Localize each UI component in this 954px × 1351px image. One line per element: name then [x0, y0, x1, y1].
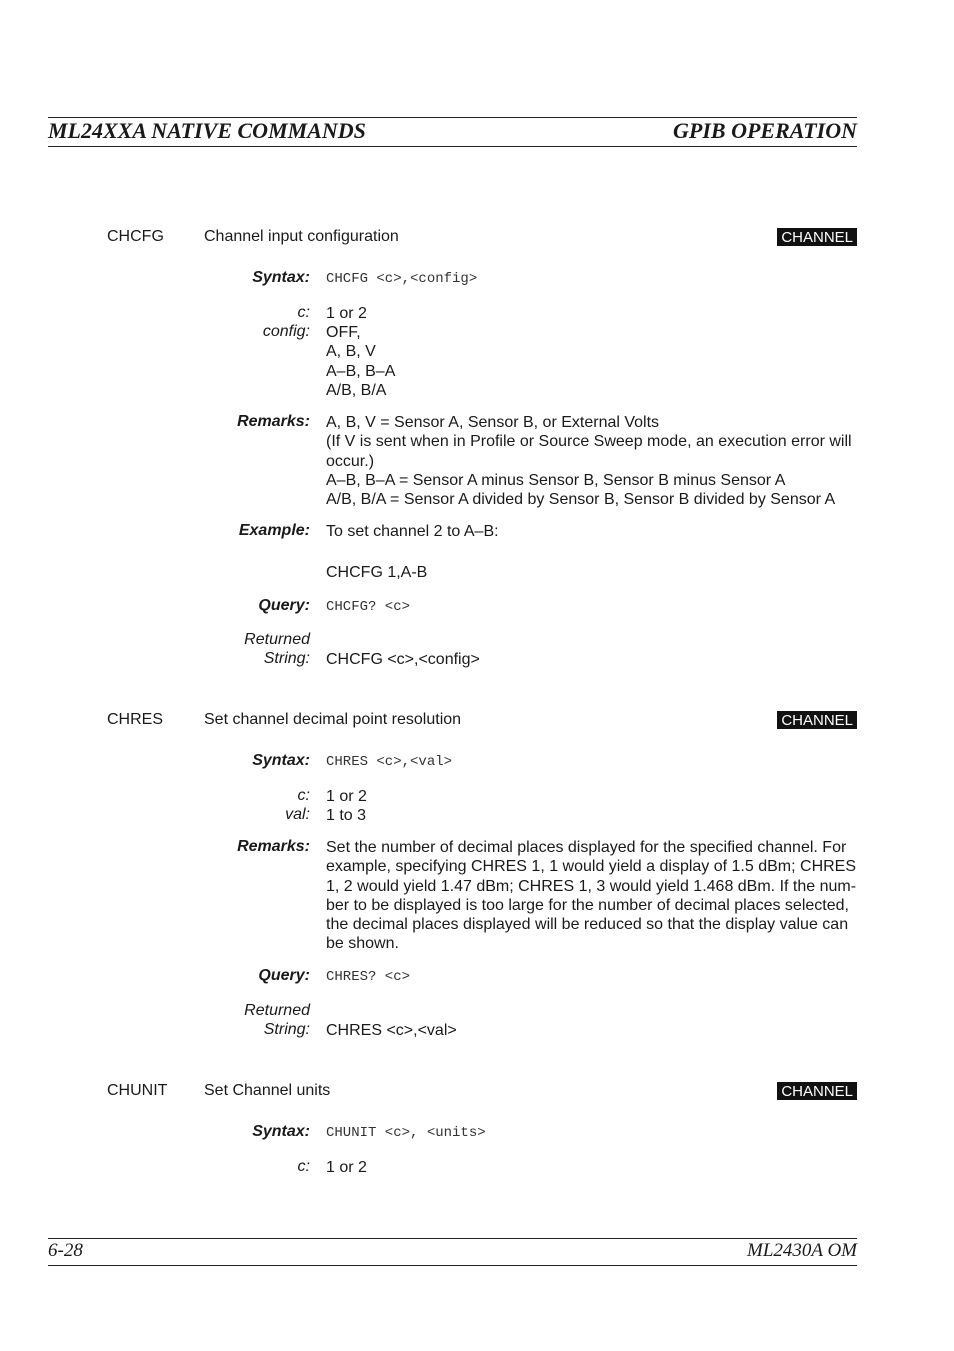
- returned-label-line1: Returned: [244, 631, 310, 648]
- query-value: CHCFG? <c>: [326, 599, 411, 615]
- remarks-line: (If V is sent when in Profile or Source Sweep mode, an execution error will: [326, 433, 852, 451]
- param-label-val: val:: [285, 806, 310, 823]
- remarks-line: A, B, V = Sensor A, Sensor B, or External Volts: [326, 414, 660, 431]
- channel-badge-chres: CHANNEL: [777, 711, 857, 729]
- manual-name: ML2430A OM: [747, 1240, 857, 1261]
- channel-badge-chunit: CHANNEL: [777, 1082, 857, 1100]
- param-values-config: [326, 323, 395, 400]
- channel-badge-chcfg: CHANNEL: [777, 228, 857, 246]
- remarks-line: the decimal places displayed will be reduced so that the display value can: [326, 916, 849, 934]
- config-option: OFF,: [326, 324, 361, 341]
- query-label: Query:: [258, 967, 310, 984]
- syntax-label: Syntax:: [252, 1123, 310, 1140]
- param-label-config: config:: [262, 323, 310, 340]
- param-value-val: 1 to 3: [326, 807, 367, 824]
- returned-label-line2: String:: [263, 1021, 310, 1038]
- command-title-chunit: Set Channel units: [204, 1082, 331, 1099]
- returned-label-line1: Returned: [244, 1002, 310, 1019]
- config-option: A, B, V: [326, 343, 376, 361]
- remarks-line: 1, 2 would yield 1.47 dBm; CHRES 1, 3 would yield 1.468 dBm. If the num-: [326, 877, 857, 895]
- remarks-text: [326, 838, 856, 954]
- remarks-line: occur.): [326, 452, 375, 470]
- header-left-title: ML24XXA NATIVE COMMANDS: [48, 118, 366, 143]
- command-name-chcfg: CHCFG: [107, 228, 164, 245]
- remarks-label: Remarks:: [237, 413, 310, 430]
- param-value-c: 1 or 2: [326, 305, 367, 322]
- syntax-label: Syntax:: [252, 752, 310, 769]
- header-bottom-rule: [48, 146, 857, 147]
- param-value-c: 1 or 2: [326, 1159, 367, 1176]
- returned-value: CHCFG <c>,<config>: [326, 651, 480, 668]
- footer-bottom-rule: [48, 1265, 857, 1266]
- param-value-c: 1 or 2: [326, 788, 367, 805]
- header-right-title: GPIB OPERATION: [673, 118, 857, 143]
- remarks-line: A/B, B/A = Sensor A divided by Sensor B, Sensor B divided by Sensor A: [326, 491, 836, 509]
- remarks-line: be shown.: [326, 935, 399, 953]
- remarks-text: [326, 413, 852, 509]
- config-option: A/B, B/A: [326, 381, 387, 399]
- remarks-line: ber to be displayed is too large for the number of decimal places selected,: [326, 896, 849, 914]
- returned-value: CHRES <c>,<val>: [326, 1022, 457, 1039]
- param-label-c: c:: [297, 1158, 310, 1175]
- query-label: Query:: [258, 597, 310, 614]
- page-number: 6-28: [48, 1240, 83, 1261]
- command-title-chres: Set channel decimal point resolution: [204, 711, 462, 728]
- syntax-label: Syntax:: [252, 269, 310, 286]
- remarks-label: Remarks:: [237, 838, 310, 855]
- param-label-c: c:: [297, 304, 310, 321]
- config-option: A–B, B–A: [326, 362, 396, 380]
- query-value: CHRES? <c>: [326, 969, 411, 985]
- footer-top-rule: [48, 1238, 857, 1239]
- returned-label-line2: String:: [263, 650, 310, 667]
- remarks-line: example, specifying CHRES 1, 1 would yield a display of 1.5 dBm; CHRES: [326, 858, 857, 876]
- syntax-value: CHUNIT <c>, <units>: [326, 1125, 486, 1141]
- example-text: To set channel 2 to A–B:: [326, 523, 499, 540]
- syntax-value: CHRES <c>,<val>: [326, 754, 453, 770]
- example-command: CHCFG 1,A-B: [326, 564, 428, 581]
- example-label: Example:: [238, 522, 310, 539]
- command-name-chres: CHRES: [107, 711, 164, 728]
- remarks-line: Set the number of decimal places displayed for the specified channel. For: [326, 839, 847, 856]
- param-label-c: c:: [297, 787, 310, 804]
- remarks-line: A–B, B–A = Sensor A minus Sensor B, Sensor B minus Sensor A: [326, 471, 786, 489]
- syntax-value: CHCFG <c>,<config>: [326, 271, 478, 287]
- command-title-chcfg: Channel input configuration: [204, 228, 399, 245]
- command-name-chunit: CHUNIT: [107, 1082, 168, 1099]
